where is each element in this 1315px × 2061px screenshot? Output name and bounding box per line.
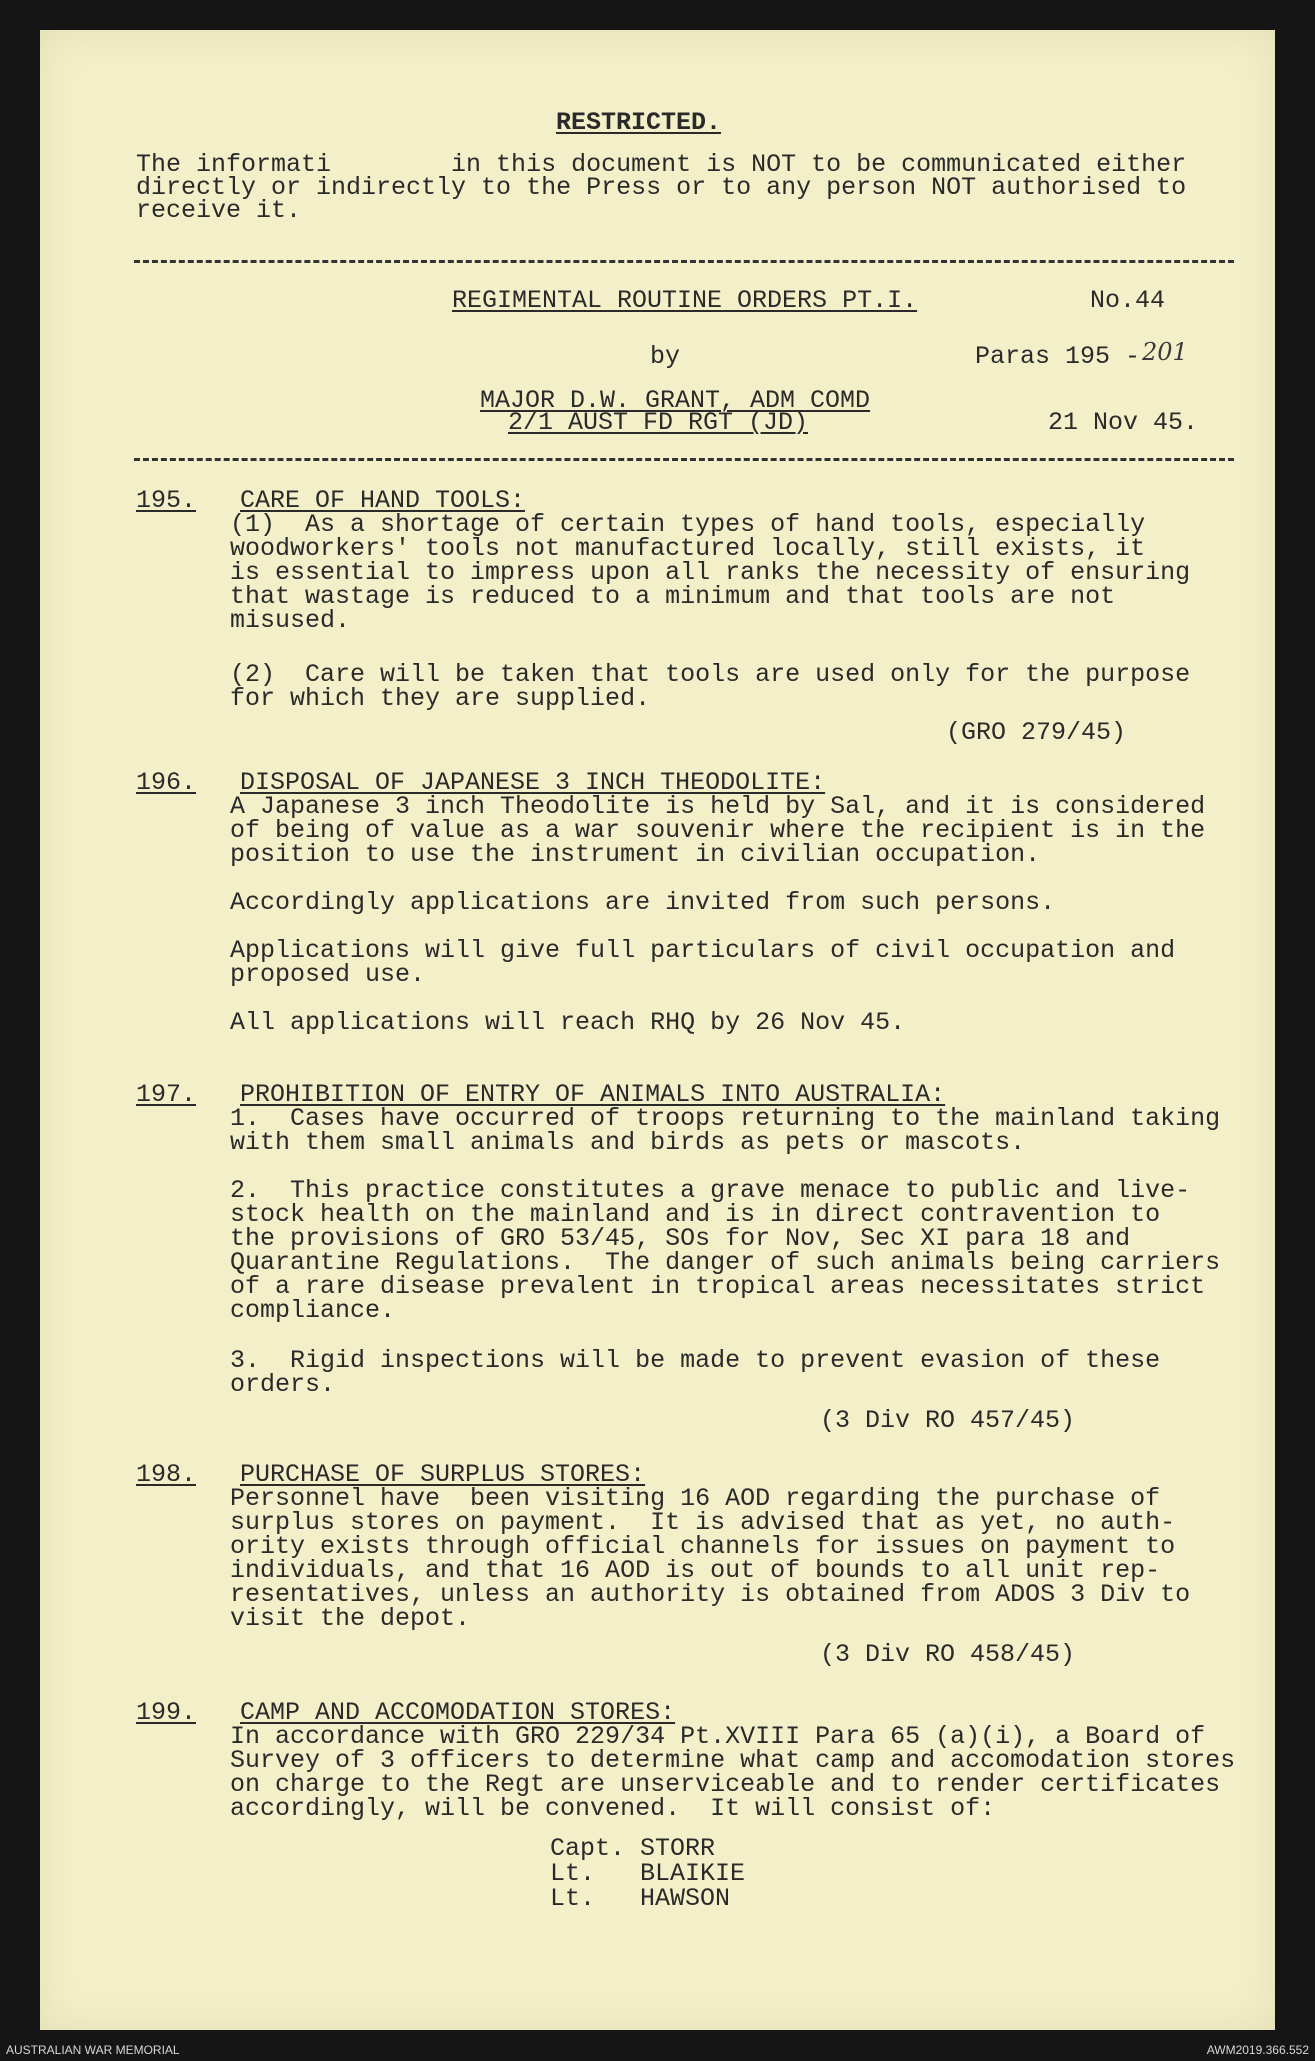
para-197-line-12: orders. [230, 1370, 336, 1399]
para-195-line-4: that wastage is reduced to a minimum and that tools are not [230, 582, 1116, 611]
board-member: Lt. BLAIKIE [550, 1859, 746, 1888]
unit-name: 2/1 AUST FD RGT (JD) [508, 408, 809, 437]
document-page [40, 30, 1275, 2030]
para-198-line-6: visit the depot. [230, 1604, 471, 1633]
para-197-line-6: the provisions of GRO 53/45, SOs for Nov, Sec XI para 18 and [230, 1224, 1131, 1253]
para-199-line-3: on charge to the Regt are unserviceable and to render certificates [230, 1770, 1221, 1799]
para-195-line-1: (1) As a shortage of certain types of hand tools, especially [230, 510, 1146, 539]
para-199-line-2: Survey of 3 officers to determine what camp and accomodation stores [230, 1746, 1236, 1775]
para-197-line-7: Quarantine Regulations. The danger of such animals being carriers [230, 1248, 1221, 1277]
para-195-line-8: for which they are supplied. [230, 684, 651, 713]
para-196-line-5: Accordingly applications are invited from such persons. [230, 888, 1056, 917]
para-197-heading: PROHIBITION OF ENTRY OF ANIMALS INTO AUSTRALIA: [240, 1080, 946, 1109]
para-198-line-3: ority exists through official channels for issues on payment to [230, 1532, 1176, 1561]
para-195-heading: CARE OF HAND TOOLS: [240, 486, 526, 515]
para-195-reference: (GRO 279/45) [946, 718, 1127, 747]
paras-handwritten: 201 [1142, 338, 1188, 366]
para-196-line-3: position to use the instrument in civilian occupation. [230, 840, 1041, 869]
para-195-line-3: is essential to impress upon all ranks the necessity of ensuring [230, 558, 1191, 587]
para-195-number: 195. [136, 486, 197, 515]
para-197-line-11: 3. Rigid inspections will be made to prevent evasion of these [230, 1346, 1161, 1375]
restricted-line-1: The informati in this document is NOT to be communicated either [136, 150, 1187, 179]
para-198-heading: PURCHASE OF SURPLUS STORES: [240, 1460, 646, 1489]
order-title: REGIMENTAL ROUTINE ORDERS PT.I. [452, 286, 918, 315]
para-198-line-5: resentatives, unless an authority is obtained from ADOS 3 Div to [230, 1580, 1191, 1609]
para-199-line-4: accordingly, will be convened. It will consist of: [230, 1794, 996, 1823]
para-195-line-2: woodworkers' tools not manufactured locally, still exists, it [230, 534, 1146, 563]
para-196-line-8: proposed use. [230, 960, 426, 989]
para-197-line-4: 2. This practice constitutes a grave menace to public and live- [230, 1176, 1191, 1205]
restricted-line-2: directly or indirectly to the Press or to any person NOT authorised to [136, 173, 1187, 202]
para-197-number: 197. [136, 1080, 197, 1109]
footer-source: AUSTRALIAN WAR MEMORIAL [6, 2043, 180, 2057]
para-198-number: 198. [136, 1460, 197, 1489]
board-member: Lt. HAWSON [550, 1884, 731, 1913]
officer-name: MAJOR D.W. GRANT, ADM COMD [480, 386, 871, 415]
para-197-line-2: with them small animals and birds as pets or mascots. [230, 1128, 1026, 1157]
para-196-line-7: Applications will give full particulars of civil occupation and [230, 936, 1176, 965]
para-195-line-7: (2) Care will be taken that tools are used only for the purpose [230, 660, 1191, 689]
para-196-heading: DISPOSAL OF JAPANESE 3 INCH THEODOLITE: [240, 768, 826, 797]
para-196-line-2: of being of value as a war souvenir where the recipient is in the [230, 816, 1206, 845]
para-196-line-10: All applications will reach RHQ by 26 Nov 45. [230, 1008, 906, 1037]
order-by: by [650, 342, 681, 371]
footer-reference: AWM2019.366.552 [1206, 2043, 1309, 2057]
para-199-heading: CAMP AND ACCOMODATION STORES: [240, 1698, 676, 1727]
header-divider [134, 458, 1234, 461]
para-197-line-1: 1. Cases have occurred of troops returning to the mainland taking [230, 1104, 1221, 1133]
para-197-line-8: of a rare disease prevalent in tropical areas necessitates strict [230, 1272, 1206, 1301]
restricted-line-3: receive it. [136, 196, 302, 225]
para-198-reference: (3 Div RO 458/45) [820, 1640, 1076, 1669]
top-divider [134, 260, 1234, 263]
para-197-line-5: stock health on the mainland and is in direct contravention to [230, 1200, 1161, 1229]
para-197-line-9: compliance. [230, 1296, 396, 1325]
para-197-reference: (3 Div RO 457/45) [820, 1406, 1076, 1435]
para-195-line-5: misused. [230, 606, 351, 635]
order-date: 21 Nov 45. [1048, 408, 1199, 437]
para-199-number: 199. [136, 1698, 197, 1727]
para-198-line-2: surplus stores on payment. It is advised that as yet, no auth- [230, 1508, 1176, 1537]
order-number: No.44 [1090, 286, 1166, 315]
board-members-list [550, 1836, 745, 1911]
order-paras: Paras 195 - [975, 342, 1141, 371]
para-198-line-4: individuals, and that 16 AOD is out of bounds to all unit rep- [230, 1556, 1161, 1585]
board-member: Capt. STORR [550, 1834, 716, 1863]
para-196-line-1: A Japanese 3 inch Theodolite is held by Sal, and it is considered [230, 792, 1206, 821]
para-198-line-1: Personnel have been visiting 16 AOD regarding the purchase of [230, 1484, 1161, 1513]
restricted-title: RESTRICTED. [556, 108, 722, 137]
para-196-number: 196. [136, 768, 197, 797]
para-199-line-1: In accordance with GRO 229/34 Pt.XVIII Para 65 (a)(i), a Board of [230, 1722, 1206, 1751]
